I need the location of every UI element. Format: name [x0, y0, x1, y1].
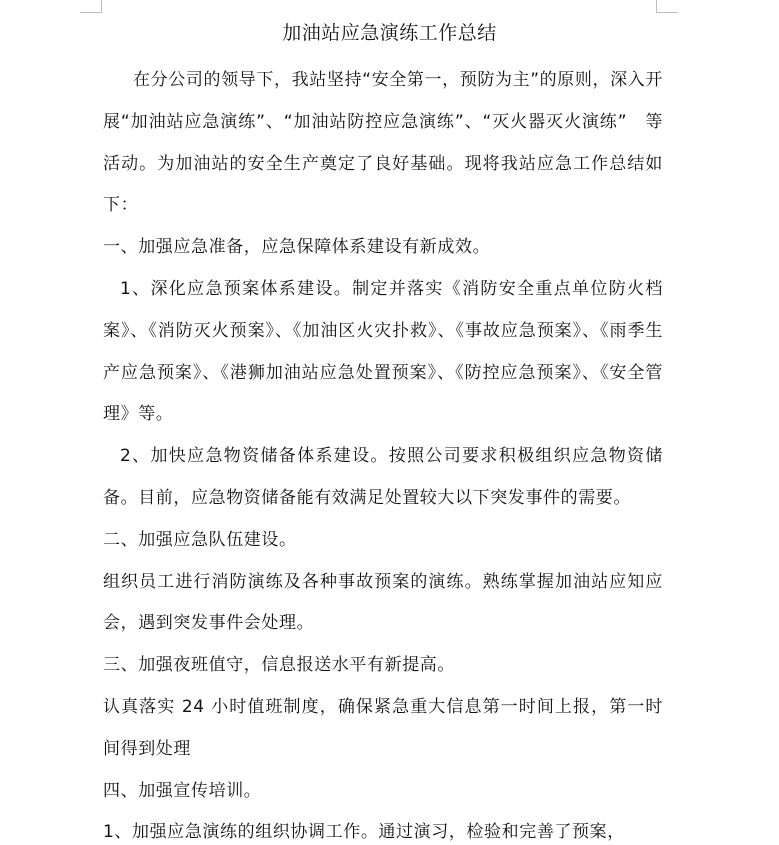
page-corner-mark-left-vertical — [101, 0, 102, 12]
paragraph-3: 认真落实 24 小时值班制度，确保紧急重大信息第一时间上报，第一时间得到处理 — [103, 696, 663, 759]
heading-section-2: 二、加强应急队伍建设。 — [103, 529, 297, 550]
page-corner-mark-right-vertical — [656, 0, 657, 12]
heading-section-4: 四、加强宣传培训。 — [103, 780, 262, 801]
document-body — [103, 60, 663, 845]
paragraph-intro: 在分公司的领导下，我站坚持“安全第一，预防为主”的原则，深入开展“加油站应急演练”、“加油站防控应急演练”、“灭火器灭火演练” 等活动。为加油站的安全生产奠定了良好基础。现将我站应急工作总结如下： — [103, 70, 663, 216]
paragraph-1-1: 1、深化应急预案体系建设。制定并落实《消防安全重点单位防火档案》、《消防灭火预案》、《加油区火灾扑救》、《事故应急预案》、《雨季生产应急预案》、《港狮加油站应急处置预案》、《防控应急预案》、《安全管理》等。 — [103, 278, 663, 425]
document-title: 加油站应急演练工作总结 — [282, 22, 497, 44]
paragraph-1-2: 2、加快应急物资储备体系建设。按照公司要求积极组织应急物资储备。目前，应急物资储备能有效满足处置较大以下突发事件的需要。 — [103, 446, 663, 508]
page-corner-mark-left — [80, 0, 102, 13]
heading-section-1: 一、加强应急准备，应急保障体系建设有新成效。 — [103, 237, 491, 258]
paragraph-4-1: 1、加强应急演练的组织协调工作。通过演习，检验和完善了预案， — [103, 822, 625, 843]
heading-section-3: 三、加强夜班值守，信息报送水平有新提高。 — [103, 655, 455, 676]
paragraph-2: 组织员工进行消防演练及各种事故预案的演练。熟练掌握加油站应知应会，遇到突发事件会处理。 — [103, 571, 663, 634]
page-corner-mark-right — [656, 0, 678, 13]
